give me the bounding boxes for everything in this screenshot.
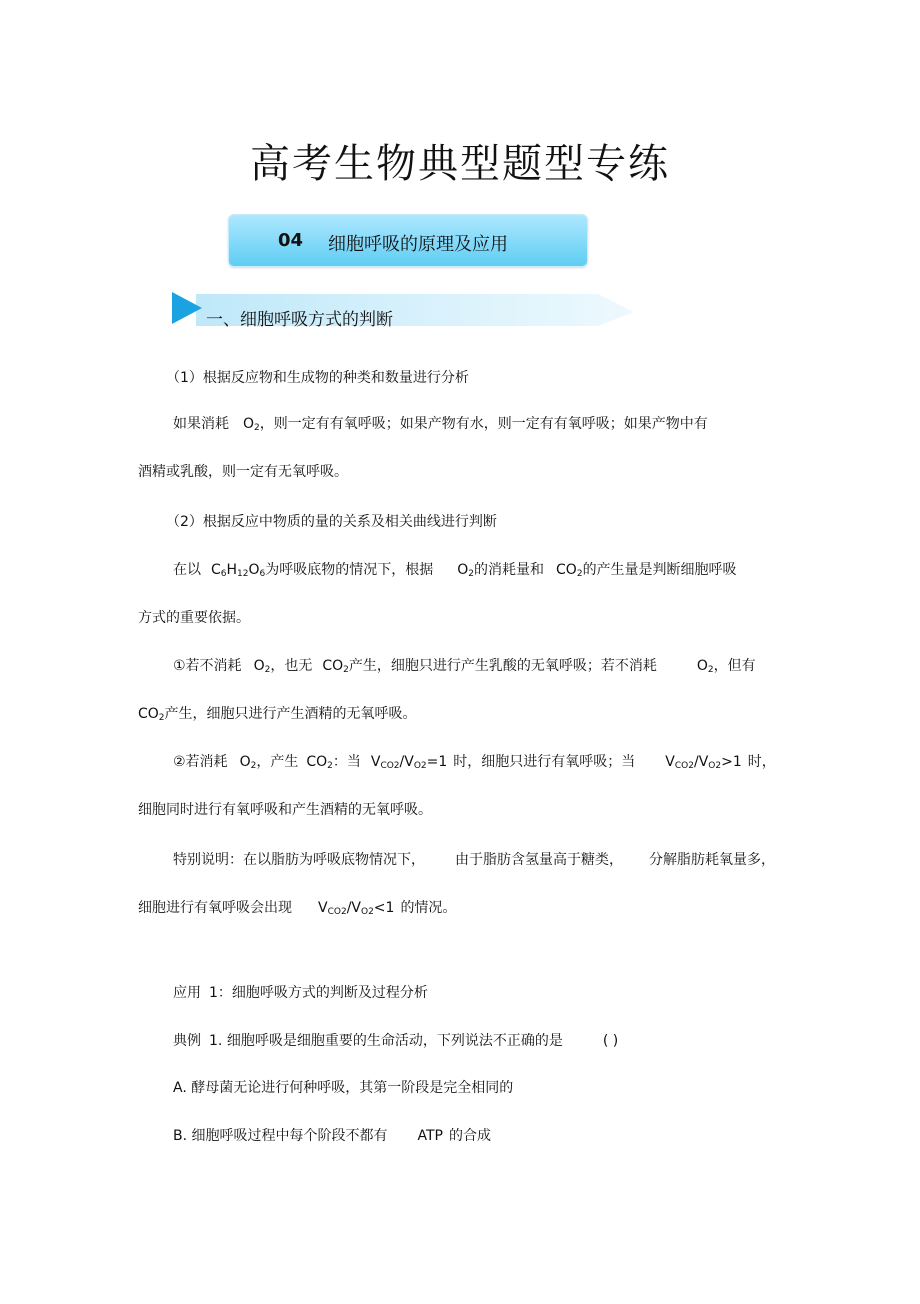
formula: O	[243, 416, 255, 432]
text: 分解脂肪耗氧量多，	[649, 852, 775, 868]
subscript: 2	[250, 761, 257, 771]
text: 1	[209, 1033, 218, 1049]
line-3: 酒精或乳酸，则一定有无氧呼吸。	[138, 464, 348, 480]
line-13	[173, 983, 428, 1003]
chapter-title: 细胞呼吸的原理及应用	[328, 234, 508, 255]
formula: ATP	[417, 1128, 443, 1144]
text: ，产生	[256, 754, 299, 770]
line-11	[173, 850, 775, 870]
subscript: 2	[343, 665, 349, 675]
subscript: 2	[264, 665, 271, 675]
text: 产生，细胞只进行产生酒精的无氧呼吸。	[164, 706, 417, 722]
formula: O	[457, 562, 469, 578]
option-a	[173, 1078, 513, 1098]
formula: O	[248, 562, 260, 578]
subscript: 6	[220, 569, 227, 579]
line-10: 细胞同时进行有氧呼吸和产生酒精的无氧呼吸。	[138, 802, 432, 818]
text: 1	[209, 985, 218, 1001]
formula: <1	[373, 900, 395, 916]
subscript: O2	[360, 907, 374, 917]
formula: >1	[721, 754, 742, 770]
option-text: . 酵母菌无论进行何种呼吸，其第一阶段是完全相同的	[182, 1080, 514, 1096]
subscript: 12	[237, 569, 249, 579]
subscript: 2	[158, 713, 165, 723]
subscript: 2	[327, 761, 333, 771]
text: ，也无	[270, 658, 313, 674]
formula: /V	[693, 754, 709, 770]
formula: CO	[322, 658, 344, 674]
text: 的情况。	[400, 900, 457, 916]
subscript: 2	[254, 423, 260, 433]
section-title: 一、细胞呼吸方式的判断	[206, 310, 393, 330]
formula: CO	[306, 754, 328, 770]
formula: =1	[426, 754, 448, 770]
formula: V	[370, 754, 381, 770]
line-14	[173, 1031, 618, 1051]
text: 为呼吸底物的情况下，根据	[265, 562, 434, 578]
line-5	[173, 560, 737, 584]
subscript: O2	[708, 761, 722, 771]
answer-blank: ( )	[602, 1033, 619, 1049]
text: ①若不消耗	[173, 658, 242, 674]
text: ，但有	[713, 658, 756, 674]
formula: CO	[138, 706, 159, 722]
formula: H	[226, 562, 238, 578]
subscript: 6	[259, 569, 266, 579]
text: ，则一定有有氧呼吸；如果产物有水，则一定有有氧呼吸；如果产物中有	[259, 416, 708, 432]
text: 的消耗量和	[474, 562, 545, 578]
text: 时，细胞只进行有氧呼吸；当	[453, 754, 636, 770]
text: 典例	[173, 1033, 201, 1049]
option-text: 的合成	[449, 1128, 491, 1144]
text: 应用	[173, 985, 201, 1001]
formula: O	[696, 658, 708, 674]
formula: /V	[399, 754, 414, 770]
subscript: CO2	[674, 761, 694, 771]
text: ：当	[332, 754, 361, 770]
line-1: （1）根据反应物和生成物的种类和数量进行分析	[166, 370, 469, 386]
formula: O	[253, 658, 265, 674]
option-text: . 细胞呼吸过程中每个阶段不都有	[182, 1128, 388, 1144]
formula: /V	[346, 900, 361, 916]
line-6: 方式的重要依据。	[138, 610, 250, 626]
text: 时，	[747, 754, 776, 770]
line-8	[138, 704, 417, 728]
option-label: A	[173, 1080, 183, 1096]
line-9	[173, 752, 776, 776]
formula: CO	[556, 562, 577, 578]
line-7	[173, 656, 756, 680]
text: ：细胞呼吸方式的判断及过程分析	[217, 985, 428, 1001]
text: ②若消耗	[173, 754, 228, 770]
text: 在以	[173, 562, 201, 578]
text: 的产生量是判断细胞呼吸	[582, 562, 737, 578]
document-title: 高考生物典型题型专练	[250, 141, 670, 187]
chapter-number: 04	[278, 230, 304, 251]
line-12	[138, 898, 456, 922]
subscript: O2	[413, 761, 427, 771]
text: 如果消耗	[173, 416, 229, 432]
formula: V	[665, 754, 675, 770]
text: 细胞进行有氧呼吸会出现	[138, 900, 292, 916]
option-b	[173, 1126, 491, 1146]
text: 特别说明：在以脂肪为呼吸底物情况下，	[173, 852, 425, 868]
subscript: CO2	[327, 907, 347, 917]
option-label: B	[173, 1128, 183, 1144]
formula: C	[211, 562, 221, 578]
subscript: 2	[707, 665, 714, 675]
text: 由于脂肪含氢量高于糖类，	[455, 852, 623, 868]
formula: V	[318, 900, 328, 916]
formula: O	[239, 754, 251, 770]
line-4: （2）根据反应中物质的量的关系及相关曲线进行判断	[166, 514, 497, 530]
subscript: 2	[576, 569, 583, 579]
subscript: CO2	[380, 761, 400, 771]
subscript: 2	[468, 569, 475, 579]
line-2	[173, 414, 708, 438]
text: . 细胞呼吸是细胞重要的生命活动，下列说法不正确的是	[217, 1033, 563, 1049]
text: 产生，细胞只进行产生乳酸的无氧呼吸；若不消耗	[348, 658, 657, 674]
